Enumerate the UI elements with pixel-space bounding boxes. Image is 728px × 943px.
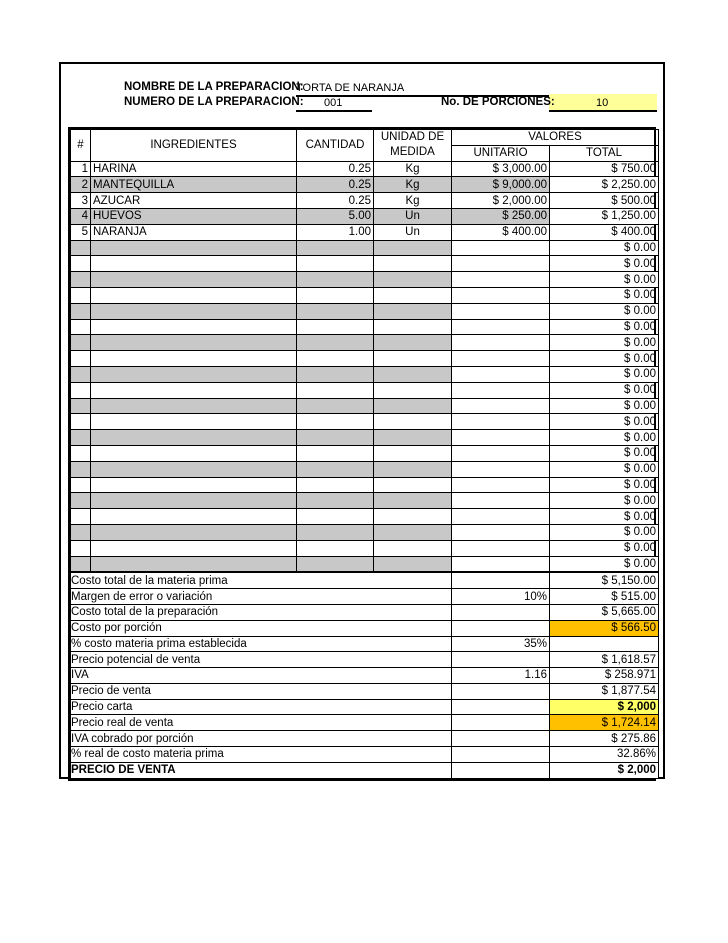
ingredient-name[interactable]: HUEVOS: [91, 208, 297, 224]
summary-label: % costo materia prima establecida: [71, 636, 452, 652]
table-row: [71, 256, 659, 272]
ingredient-unit[interactable]: Kg: [374, 193, 452, 209]
ingredient-quantity[interactable]: 0.25: [297, 177, 374, 193]
table-row: [71, 193, 659, 209]
ingredient-unit[interactable]: [374, 461, 452, 477]
ingredient-total: $ 0.00: [550, 556, 659, 572]
ingredient-total: $ 0.00: [550, 335, 659, 351]
summary-mid-value[interactable]: [452, 731, 550, 747]
ingredient-quantity[interactable]: [297, 303, 374, 319]
col-values: VALORES: [452, 130, 659, 146]
ingredient-name[interactable]: [91, 256, 297, 272]
ingredient-total: $ 0.00: [550, 398, 659, 414]
ingredient-unit-price[interactable]: [452, 382, 550, 398]
ingredient-unit-price[interactable]: [452, 303, 550, 319]
ingredient-name[interactable]: [91, 366, 297, 382]
ingredient-unit[interactable]: [374, 556, 452, 572]
summary-label: Precio carta: [71, 699, 452, 715]
ingredient-quantity[interactable]: 1.00: [297, 224, 374, 240]
ingredient-unit-price[interactable]: [452, 319, 550, 335]
table-row: [71, 208, 659, 224]
summary-total: $ 5,150.00: [550, 572, 659, 588]
table-row: [71, 493, 659, 509]
ingredient-quantity[interactable]: 5.00: [297, 208, 374, 224]
ingredient-name[interactable]: [91, 556, 297, 572]
ingredient-unit-price[interactable]: [452, 414, 550, 430]
summary-total: $ 275.86: [550, 731, 659, 747]
ingredient-unit[interactable]: Un: [374, 224, 452, 240]
row-number: 3: [71, 193, 91, 209]
ingredient-total: $ 0.00: [550, 509, 659, 525]
ingredient-unit-price[interactable]: $ 2,000.00: [452, 193, 550, 209]
number-label: NUMERO DE LA PREPARACION:: [124, 96, 304, 108]
summary-row: [71, 589, 659, 605]
summary-label: Precio de venta: [71, 683, 452, 699]
summary-total: $ 1,618.57: [550, 652, 659, 668]
row-number[interactable]: [71, 319, 91, 335]
ingredient-unit[interactable]: [374, 351, 452, 367]
number-value[interactable]: 001: [324, 97, 343, 109]
summary-mid-value[interactable]: [452, 699, 550, 715]
ingredient-name[interactable]: [91, 524, 297, 540]
ingredient-quantity[interactable]: [297, 540, 374, 556]
ingredient-total: $ 0.00: [550, 382, 659, 398]
summary-mid-value[interactable]: 35%: [452, 636, 550, 652]
summary-row: [71, 620, 659, 636]
ingredient-name[interactable]: HARINA: [91, 161, 297, 177]
ingredient-name[interactable]: [91, 240, 297, 256]
ingredient-name[interactable]: [91, 382, 297, 398]
row-number[interactable]: [71, 477, 91, 493]
summary-label: Costo por porción: [71, 620, 452, 636]
ingredient-quantity[interactable]: [297, 319, 374, 335]
table-row: [71, 430, 659, 446]
ingredient-name[interactable]: AZUCAR: [91, 193, 297, 209]
summary-label: Precio potencial de venta: [71, 652, 452, 668]
row-number[interactable]: [71, 256, 91, 272]
summary-total: $ 515.00: [550, 589, 659, 605]
table-row: [71, 509, 659, 525]
ingredient-quantity[interactable]: [297, 493, 374, 509]
ingredient-unit-price[interactable]: [452, 540, 550, 556]
summary-row: [71, 731, 659, 747]
table-row: [71, 224, 659, 240]
ingredient-total: $ 0.00: [550, 477, 659, 493]
ingredient-total: $ 0.00: [550, 303, 659, 319]
summary-total: $ 5,665.00: [550, 604, 659, 620]
ingredient-quantity[interactable]: [297, 477, 374, 493]
ingredient-unit[interactable]: [374, 303, 452, 319]
ingredient-total: $ 0.00: [550, 445, 659, 461]
table-row: [71, 366, 659, 382]
ingredient-unit[interactable]: [374, 256, 452, 272]
ingredient-name[interactable]: [91, 414, 297, 430]
ingredient-unit-price[interactable]: [452, 240, 550, 256]
ingredient-unit-price[interactable]: [452, 445, 550, 461]
summary-row: [71, 699, 659, 715]
ingredient-unit-price[interactable]: [452, 256, 550, 272]
table-row: [71, 335, 659, 351]
ingredient-total: $ 750.00: [550, 161, 659, 177]
summary-row: [71, 636, 659, 652]
summary-label: PRECIO DE VENTA: [71, 762, 452, 778]
summary-row: [71, 683, 659, 699]
ingredient-unit[interactable]: [374, 272, 452, 288]
ingredient-quantity[interactable]: 0.25: [297, 161, 374, 177]
summary-total: $ 2,000: [550, 762, 659, 778]
ingredient-quantity[interactable]: [297, 509, 374, 525]
ingredient-name[interactable]: [91, 430, 297, 446]
summary-total: $ 1,877.54: [550, 683, 659, 699]
summary-mid-value[interactable]: [452, 604, 550, 620]
row-number[interactable]: [71, 272, 91, 288]
summary-row: [71, 604, 659, 620]
summary-body: [71, 572, 659, 778]
col-unit-price: UNITARIO: [452, 145, 550, 161]
ingredient-quantity[interactable]: [297, 335, 374, 351]
table-row: [71, 461, 659, 477]
table-row: [71, 351, 659, 367]
ingredient-name[interactable]: [91, 540, 297, 556]
ingredient-total: $ 1,250.00: [550, 208, 659, 224]
recipe-table: [68, 127, 656, 781]
ingredient-total: $ 0.00: [550, 287, 659, 303]
row-number: 5: [71, 224, 91, 240]
summary-mid-value[interactable]: 10%: [452, 589, 550, 605]
ingredient-quantity[interactable]: [297, 287, 374, 303]
ingredient-unit-price[interactable]: $ 250.00: [452, 208, 550, 224]
table-row: [71, 287, 659, 303]
row-number[interactable]: [71, 287, 91, 303]
row-number[interactable]: [71, 540, 91, 556]
row-number[interactable]: [71, 398, 91, 414]
ingredient-quantity[interactable]: [297, 445, 374, 461]
summary-label: IVA cobrado por porción: [71, 731, 452, 747]
ingredient-unit[interactable]: [374, 319, 452, 335]
row-number[interactable]: [71, 414, 91, 430]
summary-mid-value[interactable]: [452, 715, 550, 731]
ingredient-unit[interactable]: [374, 382, 452, 398]
row-number[interactable]: [71, 509, 91, 525]
row-number[interactable]: [71, 240, 91, 256]
ingredient-unit[interactable]: Kg: [374, 177, 452, 193]
table-row: [71, 382, 659, 398]
ingredient-total: $ 0.00: [550, 524, 659, 540]
summary-mid-value[interactable]: [452, 620, 550, 636]
ingredient-unit[interactable]: [374, 335, 452, 351]
summary-label: Margen de error o variación: [71, 589, 452, 605]
col-hash: #: [71, 130, 91, 162]
portions-value[interactable]: 10: [596, 97, 609, 109]
ingredient-quantity[interactable]: [297, 351, 374, 367]
ingredient-total: $ 2,250.00: [550, 177, 659, 193]
ingredient-unit[interactable]: Un: [374, 208, 452, 224]
ingredient-unit-price[interactable]: [452, 556, 550, 572]
ingredient-unit[interactable]: [374, 240, 452, 256]
ingredient-unit-price[interactable]: [452, 287, 550, 303]
summary-label: Costo total de la preparación: [71, 604, 452, 620]
ingredient-total: $ 0.00: [550, 256, 659, 272]
ingredient-unit-price[interactable]: [452, 493, 550, 509]
ingredient-name[interactable]: [91, 493, 297, 509]
ingredient-name[interactable]: [91, 319, 297, 335]
summary-mid-value[interactable]: [452, 747, 550, 763]
ingredient-unit-price[interactable]: $ 9,000.00: [452, 177, 550, 193]
row-number[interactable]: [71, 366, 91, 382]
ingredient-unit-price[interactable]: $ 3,000.00: [452, 161, 550, 177]
ingredient-quantity[interactable]: [297, 256, 374, 272]
ingredient-unit[interactable]: [374, 509, 452, 525]
summary-label: Costo total de la materia prima: [71, 572, 452, 588]
row-number: 4: [71, 208, 91, 224]
col-total: TOTAL: [550, 145, 659, 161]
ingredient-total: $ 0.00: [550, 319, 659, 335]
table-row: [71, 272, 659, 288]
ingredient-unit-price[interactable]: $ 400.00: [452, 224, 550, 240]
ingredient-unit[interactable]: [374, 398, 452, 414]
ingredient-unit[interactable]: [374, 493, 452, 509]
table-row: [71, 303, 659, 319]
col-unit: UNIDAD DE MEDIDA: [374, 130, 452, 162]
ingredient-name[interactable]: [91, 398, 297, 414]
ingredient-total: $ 0.00: [550, 240, 659, 256]
ingredient-total: $ 0.00: [550, 366, 659, 382]
ingredient-total: $ 0.00: [550, 493, 659, 509]
row-number[interactable]: [71, 493, 91, 509]
table-row: [71, 540, 659, 556]
summary-mid-value[interactable]: [452, 652, 550, 668]
ingredient-unit[interactable]: [374, 366, 452, 382]
ingredient-total: $ 500.00: [550, 193, 659, 209]
ingredient-quantity[interactable]: [297, 382, 374, 398]
ingredient-total: $ 400.00: [550, 224, 659, 240]
row-number[interactable]: [71, 382, 91, 398]
ingredient-unit-price[interactable]: [452, 335, 550, 351]
ingredient-total: $ 0.00: [550, 430, 659, 446]
summary-total: $ 258.971: [550, 668, 659, 684]
ingredient-quantity[interactable]: [297, 556, 374, 572]
col-ingredients: INGREDIENTES: [91, 130, 297, 162]
name-value[interactable]: TORTA DE NARANJA: [296, 82, 405, 94]
ingredient-unit-price[interactable]: [452, 272, 550, 288]
ingredient-name[interactable]: [91, 461, 297, 477]
ingredient-unit-price[interactable]: [452, 509, 550, 525]
ingredient-total: $ 0.00: [550, 461, 659, 477]
ingredient-name[interactable]: NARANJA: [91, 224, 297, 240]
summary-row: [71, 715, 659, 731]
summary-total: 32.86%: [550, 747, 659, 763]
ingredient-unit-price[interactable]: [452, 398, 550, 414]
summary-mid-value[interactable]: [452, 762, 550, 778]
ingredient-unit[interactable]: [374, 414, 452, 430]
ingredient-unit-price[interactable]: [452, 477, 550, 493]
ingredients-body: [71, 161, 659, 572]
name-label: NOMBRE DE LA PREPARACION:: [124, 81, 304, 93]
ingredient-unit-price[interactable]: [452, 351, 550, 367]
row-number[interactable]: [71, 351, 91, 367]
summary-label: IVA: [71, 668, 452, 684]
ingredient-total: $ 0.00: [550, 540, 659, 556]
summary-total: $ 566.50: [550, 620, 659, 636]
summary-mid-value[interactable]: 1.16: [452, 668, 550, 684]
ingredient-unit[interactable]: [374, 540, 452, 556]
summary-row: [71, 652, 659, 668]
table-row: [71, 177, 659, 193]
summary-mid-value[interactable]: [452, 683, 550, 699]
ingredient-quantity[interactable]: [297, 430, 374, 446]
ingredient-quantity[interactable]: [297, 272, 374, 288]
summary-row: [71, 762, 659, 778]
summary-total: $ 2,000: [550, 699, 659, 715]
ingredient-unit-price[interactable]: [452, 366, 550, 382]
table-row: [71, 319, 659, 335]
row-number[interactable]: [71, 445, 91, 461]
row-number[interactable]: [71, 430, 91, 446]
ingredient-unit-price[interactable]: [452, 461, 550, 477]
ingredient-quantity[interactable]: 0.25: [297, 193, 374, 209]
ingredient-name[interactable]: [91, 477, 297, 493]
portions-label: No. DE PORCIONES:: [441, 96, 555, 108]
col-quantity: CANTIDAD: [297, 130, 374, 162]
ingredient-total: $ 0.00: [550, 414, 659, 430]
ingredient-name[interactable]: [91, 335, 297, 351]
ingredient-name[interactable]: [91, 272, 297, 288]
summary-total: $ 1,724.14: [550, 715, 659, 731]
summary-row: [71, 668, 659, 684]
portions-underline: [549, 110, 657, 112]
summary-row: [71, 747, 659, 763]
row-number[interactable]: [71, 556, 91, 572]
number-underline: [296, 110, 372, 112]
table-row: [71, 477, 659, 493]
ingredient-name[interactable]: [91, 445, 297, 461]
row-number: 1: [71, 161, 91, 177]
summary-label: Precio real de venta: [71, 715, 452, 731]
ingredient-name[interactable]: [91, 287, 297, 303]
table-row: [71, 556, 659, 572]
ingredient-quantity[interactable]: [297, 461, 374, 477]
ingredient-quantity[interactable]: [297, 524, 374, 540]
table-row: [71, 240, 659, 256]
summary-label: % real de costo materia prima: [71, 747, 452, 763]
row-number[interactable]: [71, 335, 91, 351]
table-row: [71, 398, 659, 414]
table-row: [71, 445, 659, 461]
summary-mid-value[interactable]: [452, 572, 550, 588]
ingredient-unit[interactable]: Kg: [374, 161, 452, 177]
ingredient-unit-price[interactable]: [452, 524, 550, 540]
ingredient-quantity[interactable]: [297, 366, 374, 382]
ingredient-quantity[interactable]: [297, 398, 374, 414]
ingredient-unit[interactable]: [374, 477, 452, 493]
row-number[interactable]: [71, 303, 91, 319]
ingredient-name[interactable]: [91, 351, 297, 367]
table-row: [71, 161, 659, 177]
ingredient-unit[interactable]: [374, 287, 452, 303]
row-number[interactable]: [71, 524, 91, 540]
ingredient-unit[interactable]: [374, 430, 452, 446]
ingredient-unit[interactable]: [374, 445, 452, 461]
ingredient-unit-price[interactable]: [452, 430, 550, 446]
summary-row: [71, 572, 659, 588]
row-number: 2: [71, 177, 91, 193]
ingredient-name[interactable]: [91, 509, 297, 525]
table-row: [71, 524, 659, 540]
ingredient-quantity[interactable]: [297, 414, 374, 430]
ingredient-name[interactable]: MANTEQUILLA: [91, 177, 297, 193]
ingredient-name[interactable]: [91, 303, 297, 319]
row-number[interactable]: [71, 461, 91, 477]
table-row: [71, 414, 659, 430]
ingredient-total: $ 0.00: [550, 351, 659, 367]
summary-total: [550, 636, 659, 652]
ingredient-total: $ 0.00: [550, 272, 659, 288]
ingredient-unit[interactable]: [374, 524, 452, 540]
ingredient-quantity[interactable]: [297, 240, 374, 256]
